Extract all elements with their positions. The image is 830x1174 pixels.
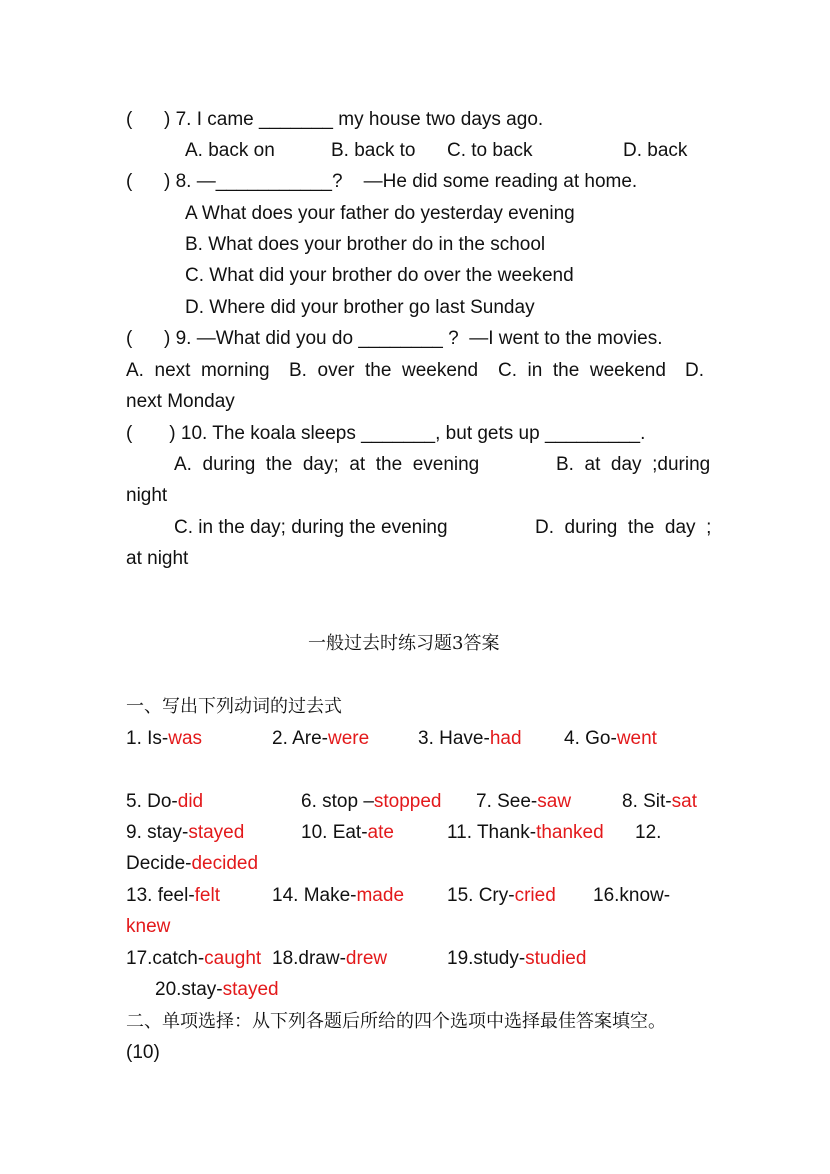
- q8-stem: ( ) 8. —___________? —He did some reading at home.: [126, 171, 638, 192]
- verb-item-17: 17.catch-caught: [126, 948, 262, 969]
- verb-item-3: 3. Have-had: [418, 728, 522, 749]
- verb-item-5: 5. Do-did: [126, 791, 204, 812]
- verb-item-11: 11. Thank-thanked: [447, 822, 604, 843]
- verb-item-2: 2. Are-were: [272, 728, 370, 749]
- q9-option-c: C. in the weekend: [498, 360, 666, 381]
- answer-title: 一般过去时练习题3答案: [308, 633, 500, 654]
- q9-option-d-cont: next Monday: [126, 391, 235, 412]
- verb-item-13: 13. feel-felt: [126, 885, 221, 906]
- q10-option-b: B. at day ;during: [556, 454, 711, 475]
- section2-points: (10): [126, 1042, 160, 1063]
- q8-option-d: D. Where did your brother go last Sunday: [185, 297, 535, 318]
- q7-stem: ( ) 7. I came _______ my house two days ago.: [126, 109, 544, 130]
- q9-option-d: D.: [685, 360, 704, 381]
- verb-item-1: 1. Is-was: [126, 728, 203, 749]
- q8-option-a: A What does your father do yesterday evening: [185, 203, 575, 224]
- verb-item-8: 8. Sit-sat: [622, 791, 697, 812]
- q10-option-d: D. during the day ;: [535, 517, 712, 538]
- q7-option-b: B. back to: [331, 140, 416, 161]
- verb-item-15: 15. Cry-cried: [447, 885, 556, 906]
- verb-item-10: 10. Eat-ate: [301, 822, 394, 843]
- verb-item-12-cont: Decide-decided: [126, 853, 259, 874]
- q10-option-b-cont: night: [126, 485, 168, 506]
- verb-item-9: 9. stay-stayed: [126, 822, 245, 843]
- q10-stem: ( ) 10. The koala sleeps _______, but gets up _________.: [126, 423, 646, 444]
- section1-heading: 一、写出下列动词的过去式: [126, 696, 342, 717]
- verb-item-18: 18.draw-drew: [272, 948, 388, 969]
- q8-option-c: C. What did your brother do over the weekend: [185, 265, 574, 286]
- q9-option-b: B. over the weekend: [289, 360, 479, 381]
- q7-option-d: D. back: [623, 140, 688, 161]
- verb-item-14: 14. Make-made: [272, 885, 405, 906]
- verb-item-20: 20.stay-stayed: [155, 979, 279, 1000]
- q10-option-d-cont: at night: [126, 548, 189, 569]
- verb-item-19: 19.study-studied: [447, 948, 587, 969]
- verb-item-16-cont: knew: [126, 916, 171, 937]
- verb-item-16: 16.know-: [593, 885, 671, 906]
- q9-option-a: A. next morning: [126, 360, 270, 381]
- q10-option-a: A. during the day; at the evening: [174, 454, 480, 475]
- verb-item-6: 6. stop –stopped: [301, 791, 442, 812]
- section2-heading: 二、单项选择：从下列各题后所给的四个选项中选择最佳答案填空。: [126, 1011, 666, 1032]
- verb-item-4: 4. Go-went: [564, 728, 657, 749]
- verb-item-12: 12.: [635, 822, 662, 843]
- q7-option-a: A. back on: [185, 140, 275, 161]
- q7-option-c: C. to back: [447, 140, 533, 161]
- verb-item-7: 7. See-saw: [476, 791, 572, 812]
- q8-option-b: B. What does your brother do in the school: [185, 234, 546, 255]
- q9-stem: ( ) 9. —What did you do ________ ? —I went to the movies.: [126, 328, 663, 349]
- q10-option-c: C. in the day; during the evening: [174, 517, 448, 538]
